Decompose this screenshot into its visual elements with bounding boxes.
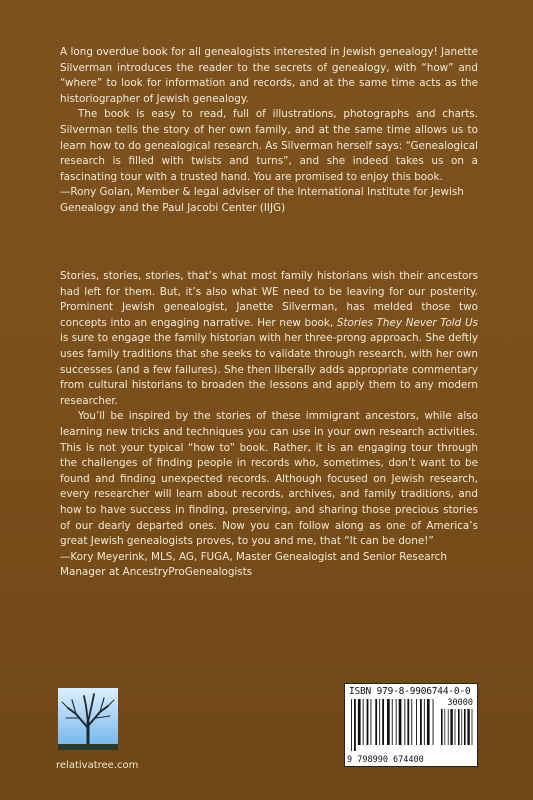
- review-paragraph: The book is easy to read, full of illustrations, photographs and charts. Silverman tells the story of her own family, and at the same time allows us to learn how to do genealogical research. As Silverman herself says: “Genealogical research is filled with twists and turns”, and she indeed takes us on a fascinating tour with a trusted hand. You are promised to enjoy this book.: [60, 108, 478, 183]
- ean-digits: 9 798990 674400: [347, 755, 424, 765]
- barcode-bars: [349, 699, 473, 755]
- review-paragraph: You’ll be inspired by the stories of these immigrant ancestors, while also learning new tricks and techniques you can use in your own research activities. This is not your typical “how to” book. Rather, it is an engaging tour through the challenges of finding people in records who, sometimes, don’t want to be found and finding unexpected records. Although focused on Jewish research, every researcher will learn about records, archives, and family traditions, and how to have success in finding, preserving, and sharing those precious stories of our dearly departed ones. Now you can follow along as one of America’s great Jewish genealogists proves, to you and me, that “It can be done!”: [60, 410, 478, 548]
- price-code: 30000: [447, 698, 473, 708]
- isbn-number: ISBN 979-8-9906744-0-0: [349, 686, 471, 697]
- book-title: Stories They Never Told Us: [336, 316, 478, 329]
- review-paragraph: [60, 269, 478, 409]
- isbn-barcode: [344, 683, 478, 767]
- publisher-website: relativatree.com: [56, 760, 139, 771]
- review-paragraph: A long overdue book for all genealogists interested in Jewish genealogy! Janette Silverman introduces the reader to the secrets of genealogy, with “how” and “where” to look for information and records, and at the same time acts as the historiographer of Jewish genealogy.: [60, 46, 478, 105]
- tree-logo-icon: [58, 688, 118, 750]
- review-attribution: —Kory Meyerink, MLS, AG, FUGA, Master Genealogist and Senior Research Manager at AncestryProGenealogists: [60, 550, 447, 579]
- review-text: Stories, stories, stories, that’s what most family historians wish their ancestors had left for them. But, it’s also what WE need to be leaving for our posterity. Prominent Jewish genealogist, Janette Silverman, has melded those two concepts into an engaging narrative. Her new book,: [60, 270, 478, 329]
- review-blurb-golan: [60, 45, 478, 217]
- review-blurb-meyerink: [60, 269, 478, 581]
- review-text: is sure to engage the family historian with her three-prong approach. She deftly uses family traditions that she seeks to validate through research, with her own successes (and a few failures). She then liberally adds appropriate commentary from cultural historians to broaden the lessons and apply them to any modern researcher.: [60, 332, 478, 407]
- review-attribution: —Rony Golan, Member & legal adviser of the International Institute for Jewish Genealogy and the Paul Jacobi Center (IIJG): [60, 186, 464, 214]
